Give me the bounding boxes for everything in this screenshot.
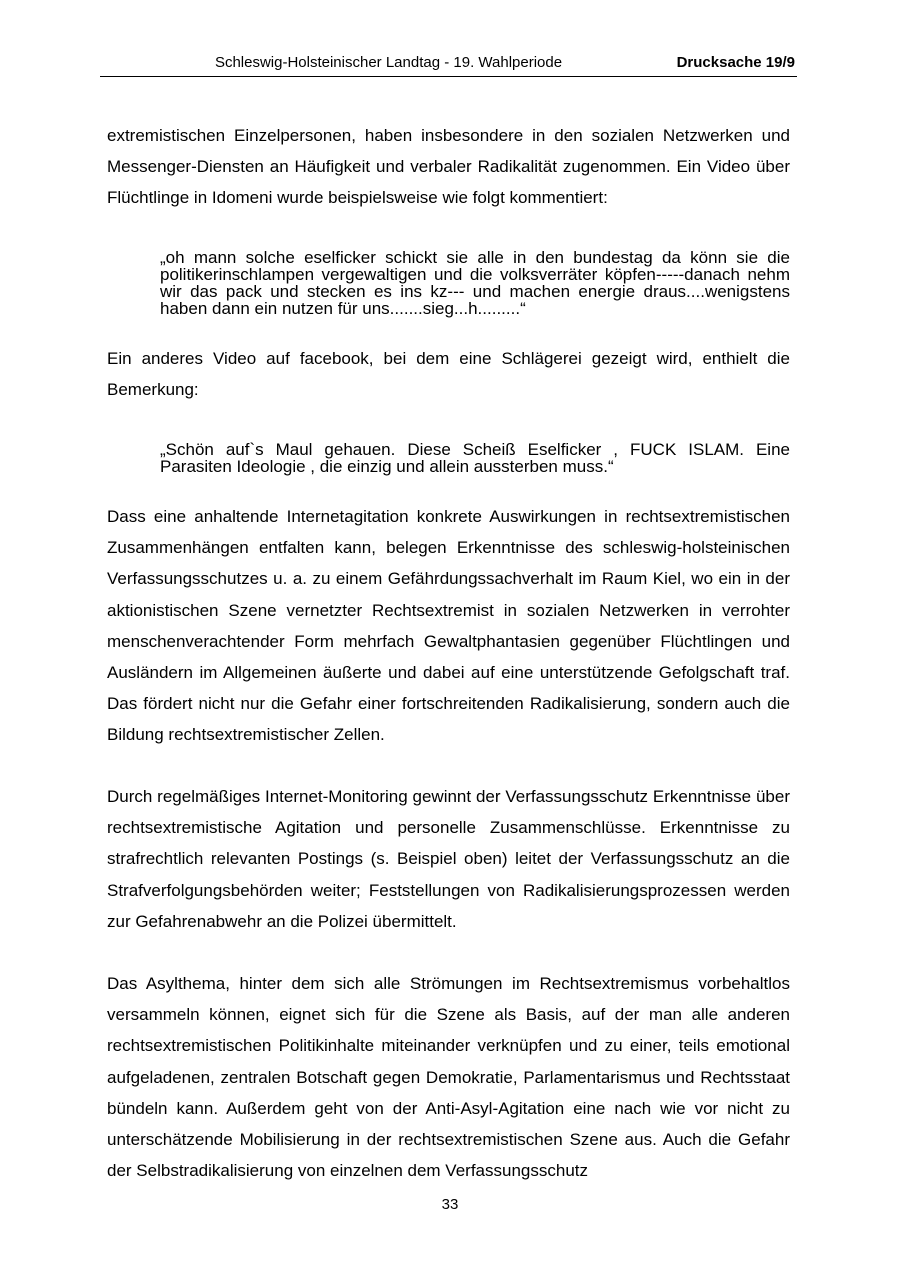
body-paragraph-3: Dass eine anhaltende Internetagitation konkrete Auswirkungen in rechtsextremistischen Zusammenhängen entfalten kann, belegen Erkenntnisse des schleswig-holsteinischen Verfassungsschutzes u. a. zu einem Gefährdungssachverhalt im Raum Kiel, wo ein in der aktionistischen Szene vernetzter Rechtsextremist in sozialen Netzwerken in verrohter menschenverachtender Form mehrfach Gewaltphantasien gegenüber Flüchtlingen und Ausländern im Allgemeinen äußerte und dabei auf eine unterstützende Gefolgschaft traf. Das fördert nicht nur die Gefahr einer fortschreitenden Radikalisierung, sondern auch die Bildung rechtsextremistischer Zellen. <box>107 507 790 745</box>
quote-block-1: „oh mann solche eselficker schickt sie alle in den bundestag da könn sie die politikerinschlampen vergewaltigen und die volksverräter köpfen-----danach nehm wir das pack und stecken es ins kz--- und machen energie draus....wenigstens haben dann ein nutzen für uns.......sieg...h.........“ <box>160 248 790 318</box>
body-paragraph-1: extremistischen Einzelpersonen, haben insbesondere in den sozialen Netzwerken und Messenger-Diensten an Häufigkeit und verbaler Radikalität zugenommen. Ein Video über Flüchtlinge in Idomeni wurde beispielsweise wie folgt kommentiert: <box>107 126 790 208</box>
page-number: 33 <box>441 1196 459 1213</box>
body-paragraph-2: Ein anderes Video auf facebook, bei dem eine Schlägerei gezeigt wird, enthielt die Bemerkung: <box>107 349 790 400</box>
page-header <box>100 52 797 77</box>
document-reference: Drucksache 19/9 <box>676 54 795 71</box>
body-paragraph-4: Durch regelmäßiges Internet-Monitoring gewinnt der Verfassungsschutz Erkenntnisse über rechtsextremistische Agitation und personelle Zusammenschlüsse. Erkenntnisse zu strafrechtlich relevanten Postings (s. Beispiel oben) leitet der Verfassungsschutz an die Strafverfolgungsbehörden weiter; Feststellungen von Radikalisierungsprozessen werden zur Gefahrenabwehr an die Polizei übermittelt. <box>107 787 790 931</box>
body-paragraph-5: Das Asylthema, hinter dem sich alle Strömungen im Rechtsextremismus vorbehaltlos versammeln können, eignet sich für die Szene als Basis, auf der man alle anderen rechtsextremistischen Politikinhalte miteinander verknüpfen und zu einer, teils emotional aufgeladenen, zentralen Botschaft gegen Demokratie, Parlamentarismus und Rechtsstaat bündeln kann. Außerdem geht von der Anti-Asyl-Agitation eine nach wie vor nicht zu unterschätzende Mobilisierung in der rechtsextremistischen Szene aus. Auch die Gefahr der Selbstradikalisierung von einzelnen dem Verfassungsschutz <box>107 974 790 1181</box>
header-title: Schleswig-Holsteinischer Landtag - 19. Wahlperiode <box>214 54 563 71</box>
quote-block-2: „Schön auf`s Maul gehauen. Diese Scheiß Eselficker , FUCK ISLAM. Eine Parasiten Ideologie , die einzig und allein aussterben muss.“ <box>160 440 790 476</box>
